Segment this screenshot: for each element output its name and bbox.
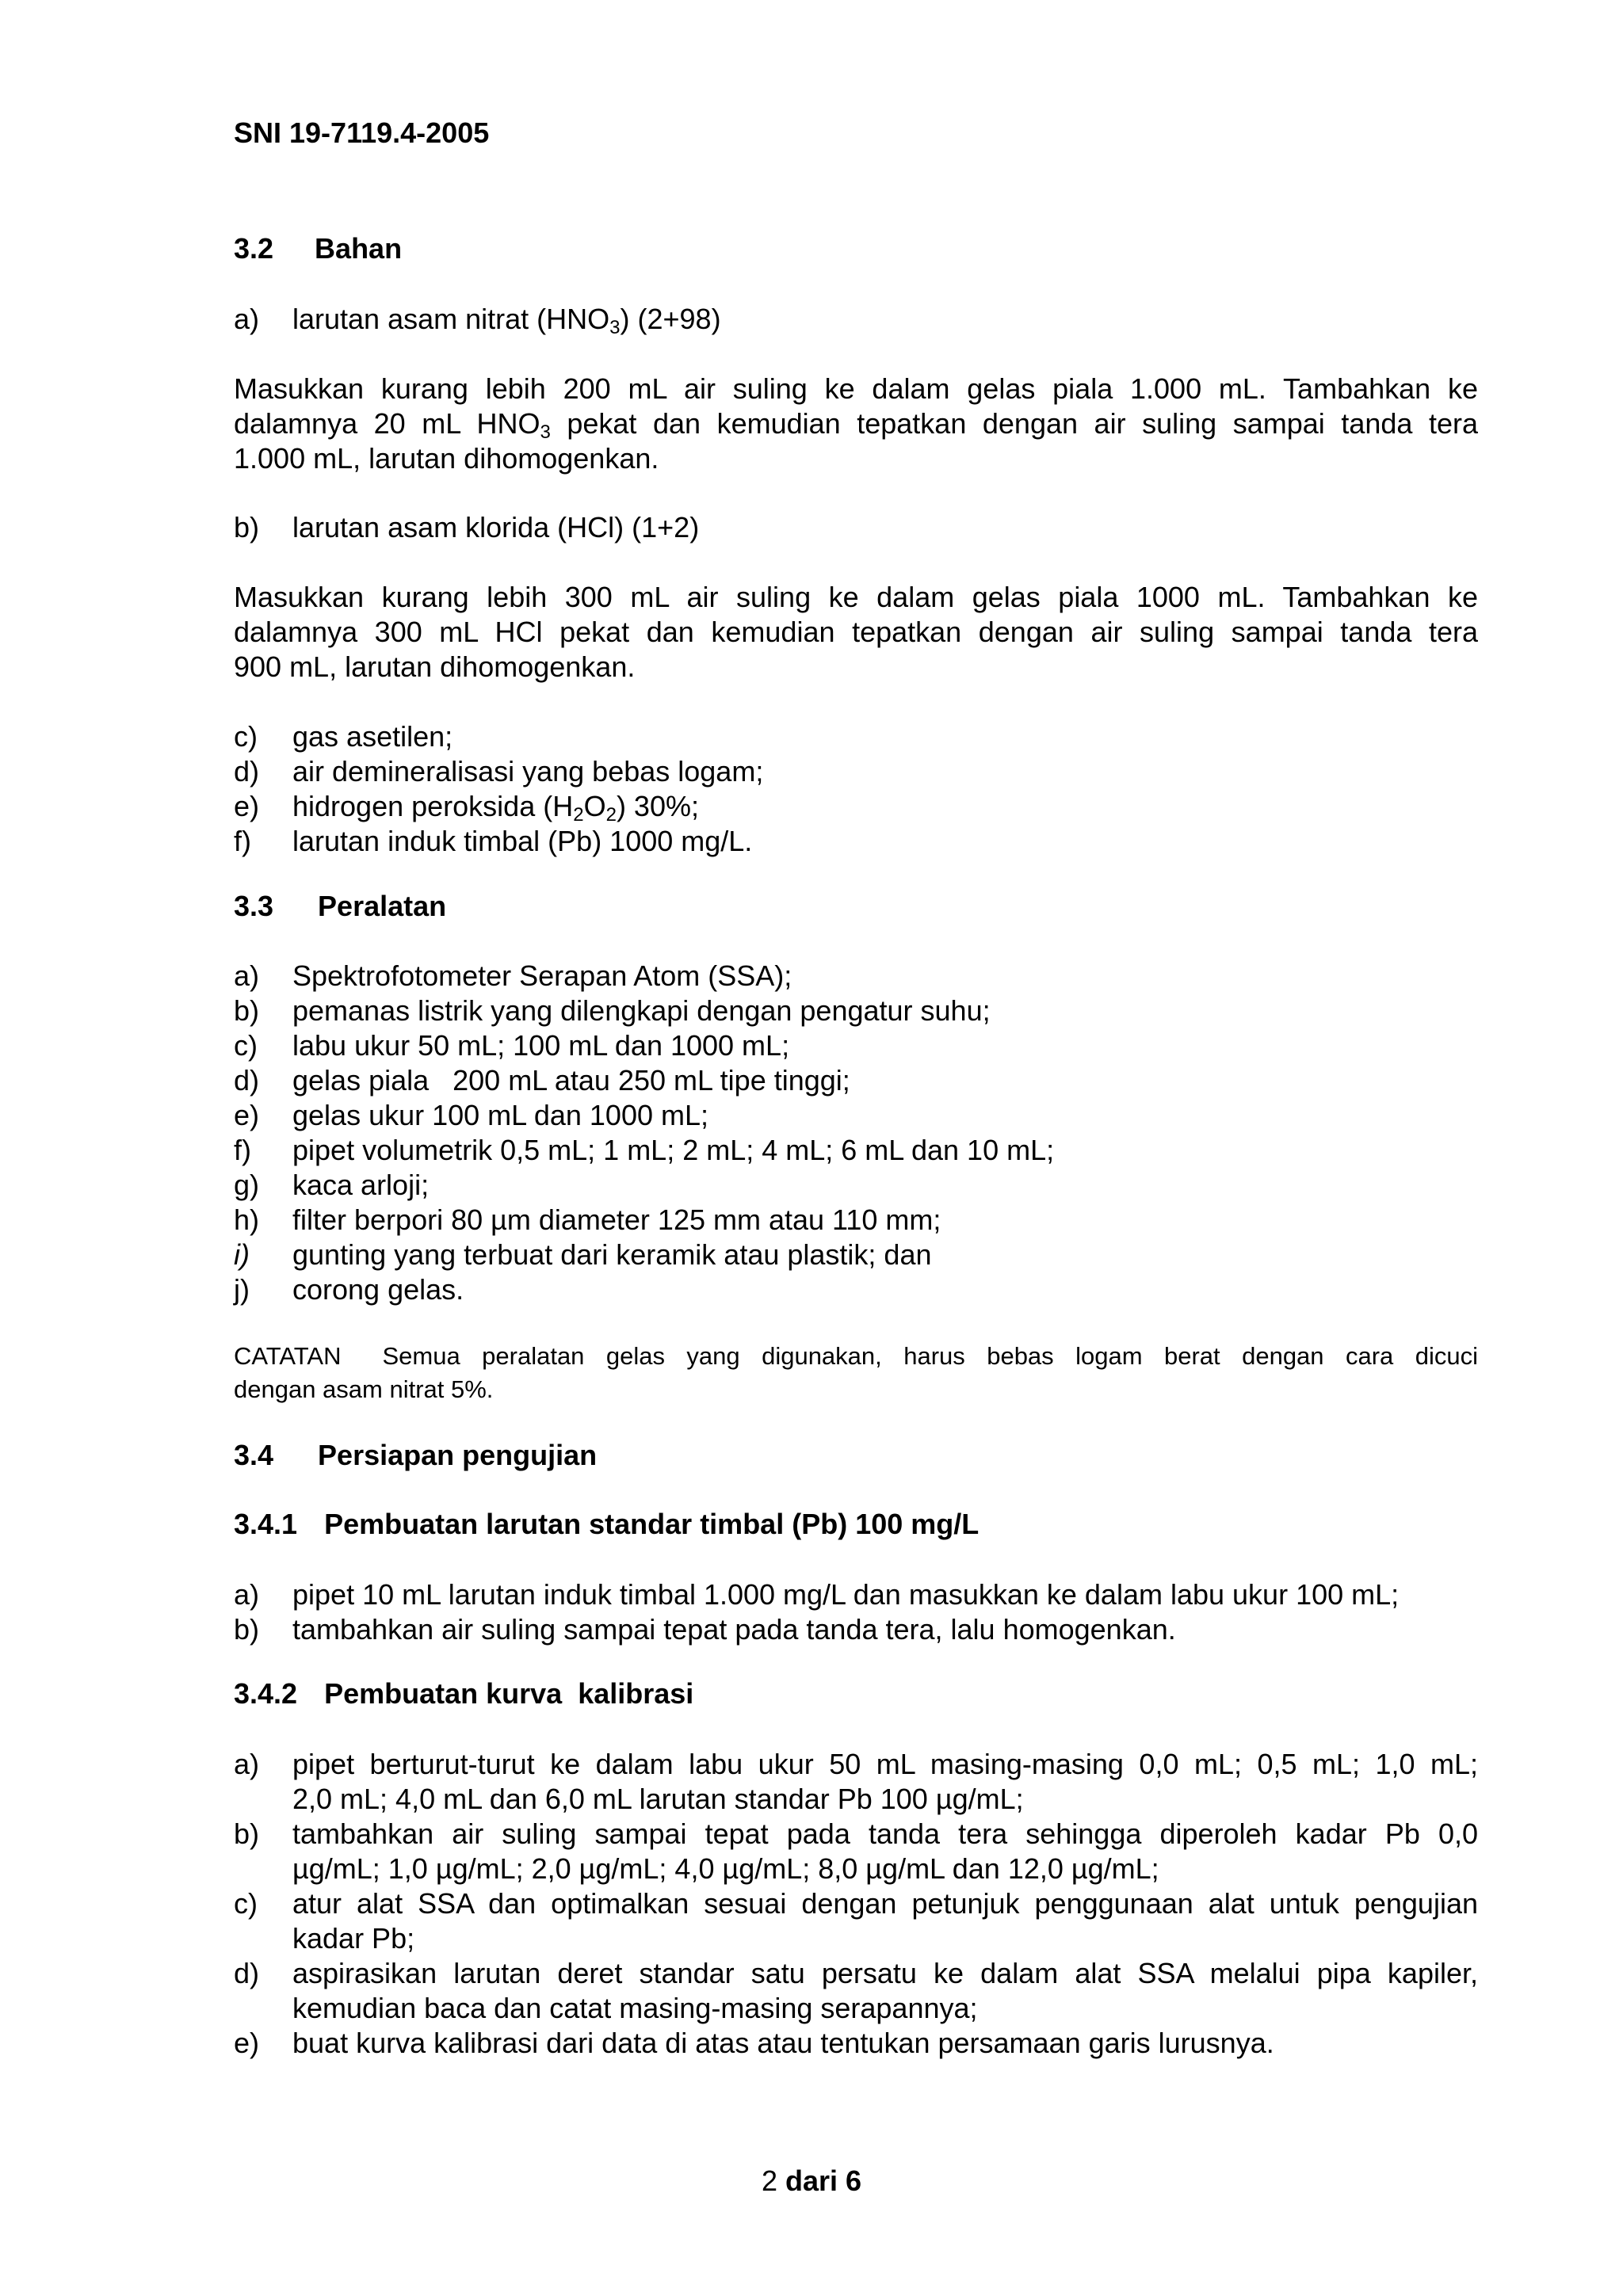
list-item: a) Spektrofotometer Serapan Atom (SSA); [234, 959, 792, 992]
list-item: e) hidrogen peroksida $(H_2O_2)$ 30%; [234, 790, 699, 826]
list [234, 959, 1478, 1307]
list-item: f) pipet volumetrik 0,5 mL; 1 mL; 2 mL; 4 mL; 6 mL dan 10 mL; [234, 1134, 1055, 1166]
list-item: e) buat kurva kalibrasi dari data di atas atau tentukan persamaan garis lurusnya. [234, 2027, 1274, 2059]
list-item: b) pemanas listrik yang dilengkapi dengan pengatur suhu; [234, 994, 991, 1027]
paragraph: Masukkan kurang lebih 300 mL air suling ke dalam gelas piala 1000 mL. Tambahkan ke dalamnya 300 mL HCl pekat dan kemudian tepatkan dengan air suling sampai tanda tera 900 mL, larutan dihomogenkan. [234, 581, 1478, 683]
list-item: b) tambahkan air suling sampai tepat pada tanda tera, lalu homogenkan. [234, 1613, 1176, 1646]
page-total: dari 6 [785, 2164, 862, 2197]
list-text: larutan asam klorida (HCl) (1+2) [292, 511, 700, 543]
section-heading-peralatan: 3.3 Peralatan [234, 890, 447, 922]
subsection-heading-342: 3.4.2 Pembuatan kurva kalibrasi [234, 1677, 694, 1710]
list-item: j) corong gelas. [234, 1273, 464, 1306]
list-item [234, 302, 1478, 337]
list-item: d) aspirasikan larutan deret standar satu persatu ke dalam alat SSA melalui pipa kapiler, kemudian baca dan catat masing-masing serapannya; [234, 1957, 1478, 2024]
list-item: d) air demineralisasi yang bebas logam; [234, 755, 764, 788]
list [234, 1577, 1478, 1647]
list-item: g) kaca arloji; [234, 1169, 430, 1201]
list-text: larutan asam nitrat $(HNO_3)$ (2+98) [292, 303, 721, 338]
page-number: 2 [761, 2164, 777, 2197]
list-item: c) atur alat SSA dan optimalkan sesuai dengan petunjuk penggunaan alat untuk pengujian kadar Pb; [234, 1887, 1478, 1955]
subsection-heading-341: 3.4.1 Pembuatan larutan standar timbal (Pb) 100 mg/L [234, 1508, 980, 1540]
list-item: c) labu ukur 50 mL; 100 mL dan 1000 mL; [234, 1029, 790, 1062]
section-heading-persiapan: 3.4 Persiapan pengujian [234, 1439, 598, 1471]
list-item: h) filter berpori 80 µm diameter 125 mm atau 110 mm; [234, 1203, 941, 1236]
list [234, 1747, 1478, 2061]
list-marker: a) [234, 303, 260, 335]
page-footer [0, 2164, 1623, 2199]
section-number: 3.2 [234, 232, 274, 265]
list-item: e) gelas ukur 100 mL dan 1000 mL; [234, 1099, 709, 1131]
list-marker: b) [234, 511, 260, 543]
list-item: a) pipet 10 mL larutan induk timbal 1.000 mg/L dan masukkan ke dalam labu ukur 100 mL; [234, 1578, 1400, 1611]
list-item: b) tambahkan air suling sampai tepat pada tanda tera sehingga diperoleh kadar Pb 0,0 µg/mL; 1,0 µg/mL; 2,0 µg/mL; 4,0 µg/mL; 8,0 µg/mL dan 12,0 µg/mL; [234, 1817, 1478, 1885]
note-label: CATATAN [234, 1342, 342, 1370]
section-title: Bahan [315, 232, 403, 265]
list-item: a) pipet berturut-turut ke dalam labu ukur 50 mL masing-masing 0,0 mL; 0,5 mL; 1,0 mL; 2,0 mL; 4,0 mL dan 6,0 mL larutan standar Pb 100 µg/mL; [234, 1748, 1478, 1815]
list [234, 719, 1478, 859]
paragraph: Masukkan kurang lebih 200 mL air suling ke dalam gelas piala 1.000 mL. Tambahkan ke dalamnya 20 mL $HNO_3$ pekat dan kemudian tepatkan dengan air suling sampai tanda tera 1.000 mL, larutan dihomogenkan. [234, 372, 1478, 475]
list-item: i) gunting yang terbuat dari keramik atau plastik; dan [234, 1238, 932, 1271]
section-heading-bahan [234, 231, 1478, 266]
list-item: d) gelas piala 200 mL atau 250 mL tipe tinggi; [234, 1064, 850, 1097]
list-item: f) larutan induk timbal (Pb) 1000 mg/L. [234, 825, 753, 857]
list-item [234, 510, 1478, 545]
note: CATATAN Semua peralatan gelas yang digunakan, harus bebas logam berat dengan cara dicuci dengan asam nitrat 5%. [234, 1342, 1478, 1403]
list-item: c) gas asetilen; [234, 720, 453, 753]
document-code: SNI 19-7119.4-2005 [234, 116, 490, 149]
